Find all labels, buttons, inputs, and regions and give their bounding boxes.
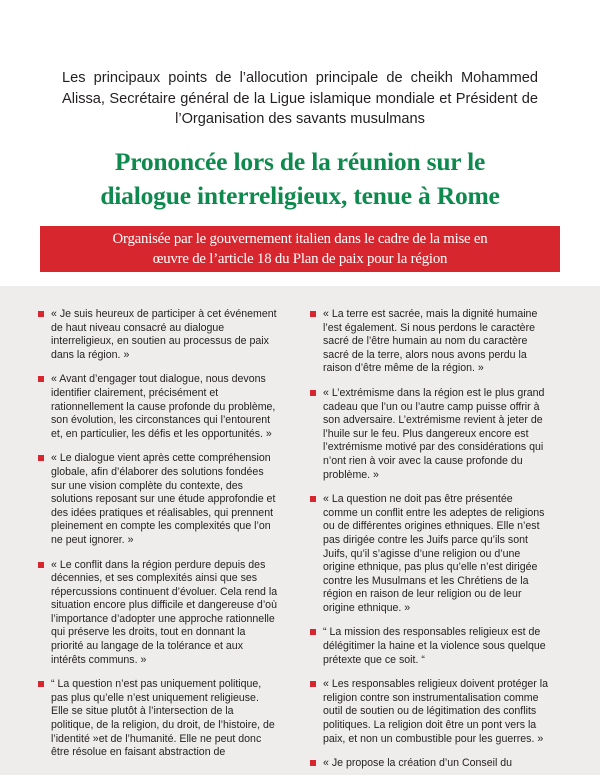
- headline: [40, 145, 560, 213]
- list-item: « Le conflit dans la région perdure depuis des décennies, et ses complexités ainsi que ses répercussions continuent d’évoluer. Cela rend la situation encore plus difficile et dangereuse d’où l’importance d’adopter une approche rationnelle qui préserve les droits, tout en donnant la priorité au langage de la tolérance et aux intérêts communs. »: [38, 559, 278, 668]
- list-item: “ La question n’est pas uniquement politique, pas plus qu’elle n’est uniquement religieuse. Elle se situe plutôt à l’intersection de la politique, de la religion, du droit, de l’histoire, de l’identité »et de l’humanité. Elle ne peut donc être résolue en faisant abstraction de: [38, 678, 278, 760]
- list-item: « Je propose la création d’un Conseil du: [310, 757, 550, 771]
- list-item: “ La mission des responsables religieux est de délégitimer la haine et la violence sous quelque prétexte que ce soit. “: [310, 626, 550, 667]
- red-square-bullet-icon: [38, 376, 44, 382]
- headline-line-2: dialogue interreligieux, tenue à Rome: [100, 181, 500, 210]
- red-square-bullet-icon: [310, 390, 316, 396]
- list-item: « Les responsables religieux doivent protéger la religion contre son instrumentalisation comme outil de soutien ou de légitimation des conflits politiques. La religion doit être un pont vers la paix, et non un combustible pour les guerres. »: [310, 678, 550, 746]
- headline-line-1: Prononcée lors de la réunion sur le: [114, 147, 486, 176]
- quotes-panel: [0, 286, 600, 775]
- red-square-bullet-icon: [38, 311, 44, 317]
- list-item: « Le dialogue vient après cette compréhension globale, afin d’élaborer des solutions fondées sur une vision complète du contexte, des solutions reposant sur une étude approfondie et des idées pratiques et réalisables, qui prennent pleinement en compte les complexités que l’on ne peut ignorer. »: [38, 452, 278, 547]
- intro-paragraph: Les principaux points de l’allocution principale de cheikh Mohammed Alissa, Secrétaire général de la Ligue islamique mondiale et Président de l’Organisation des savants musulmans: [62, 70, 538, 127]
- subtitle-banner: [40, 226, 560, 272]
- red-square-bullet-icon: [310, 311, 316, 317]
- red-square-bullet-icon: [310, 496, 316, 502]
- red-square-bullet-icon: [310, 681, 316, 687]
- list-item: « La question ne doit pas être présentée comme un conflit entre les adeptes de religions ou de différentes origines ethniques. Elle n’est pas dirigée contre les Juifs parce qu’ils sont Juifs, qu’il s’agisse d’une religion ou d’une origine ethnique, pas plus qu’elle n’est dirigée contre les Musulmans et les Chrétiens de la région en raison de leur religion ou de leur origine ethnique. »: [310, 493, 550, 615]
- list-item: « Je suis heureux de participer à cet événement de haut niveau consacré au dialogue interreligieux, en soutien au processus de paix dans la région. »: [38, 308, 278, 362]
- list-item: « Avant d’engager tout dialogue, nous devons identifier clairement, précisément et rationnellement la cause profonde du problème, son évolution, les circonstances qui l’entourent et, en particulier, les défis et les opportunités. »: [38, 373, 278, 441]
- banner-line-2: œuvre de l’article 18 du Plan de paix pour la région: [152, 250, 448, 267]
- red-square-bullet-icon: [310, 629, 316, 635]
- red-square-bullet-icon: [38, 562, 44, 568]
- red-square-bullet-icon: [310, 760, 316, 766]
- banner-line-1: Organisée par le gouvernement italien dans le cadre de la mise en: [112, 231, 488, 247]
- red-square-bullet-icon: [38, 455, 44, 461]
- list-item: « La terre est sacrée, mais la dignité humaine l’est également. Si nous perdons le caractère sacré de l’être humain au nom du caractère sacré de la terre, alors nous avons perdu la raison d’être même de la région. »: [310, 308, 550, 376]
- list-item: « L’extrémisme dans la région est le plus grand cadeau que l’un ou l’autre camp puisse offrir à son adversaire. L’extrémisme revient à jeter de l’huile sur le feu. Plus dangereux encore est l’extrémisme motivé par des considérations qui n’ont rien à voir avec la cause profonde du problème. »: [310, 387, 550, 482]
- red-square-bullet-icon: [38, 681, 44, 687]
- left-column: [38, 308, 278, 771]
- right-column: [310, 308, 550, 782]
